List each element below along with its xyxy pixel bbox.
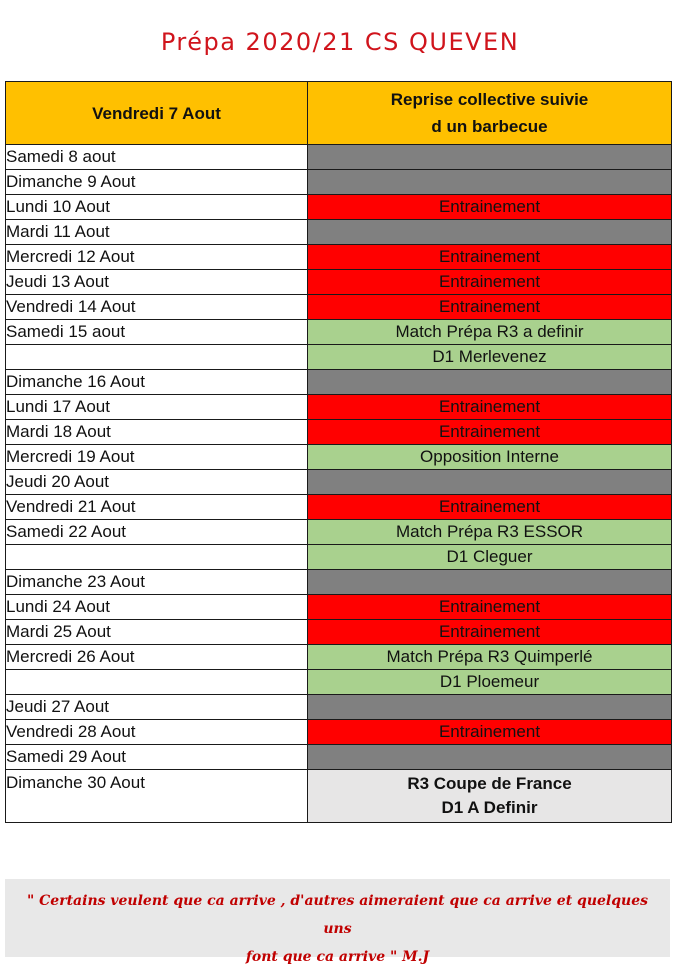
quote-box xyxy=(5,879,670,965)
row-activity-training: Entrainement xyxy=(308,395,672,420)
row-activity-match: Opposition Interne xyxy=(308,445,672,470)
final-activity-line2: D1 A Definir xyxy=(441,798,538,817)
row-activity-rest xyxy=(308,170,672,195)
row-activity-match: Match Prépa R3 Quimperlé xyxy=(308,645,672,670)
final-activity-line1: R3 Coupe de France xyxy=(407,774,572,793)
quote-line2: font que ca arrive " M.J xyxy=(245,949,430,965)
row-activity-training: Entrainement xyxy=(308,495,672,520)
row-activity-match: D1 Merlevenez xyxy=(308,345,672,370)
row-activity-rest xyxy=(308,570,672,595)
row-day: Jeudi 27 Aout xyxy=(6,695,308,720)
schedule-row xyxy=(6,170,672,195)
row-day: Dimanche 23 Aout xyxy=(6,570,308,595)
quote-line1: " Certains veulent que ca arrive , d'autres aimeraient que ca arrive et quelques uns xyxy=(27,893,648,937)
row-day: Mardi 11 Aout xyxy=(6,220,308,245)
row-activity-match: Match Prépa R3 a definir xyxy=(308,320,672,345)
schedule-row xyxy=(6,420,672,445)
schedule-row xyxy=(6,545,672,570)
schedule-row xyxy=(6,395,672,420)
row-day: Dimanche 9 Aout xyxy=(6,170,308,195)
row-activity-training: Entrainement xyxy=(308,195,672,220)
row-activity-training: Entrainement xyxy=(308,620,672,645)
row-activity-match: D1 Cleguer xyxy=(308,545,672,570)
schedule-row xyxy=(6,470,672,495)
quote-text xyxy=(15,887,660,971)
row-day: Dimanche 30 Aout xyxy=(6,770,308,823)
schedule-body xyxy=(6,82,672,823)
schedule-row-final xyxy=(6,770,672,823)
row-day xyxy=(6,670,308,695)
row-activity-training: Entrainement xyxy=(308,595,672,620)
schedule-row xyxy=(6,520,672,545)
row-day: Samedi 22 Aout xyxy=(6,520,308,545)
schedule-row xyxy=(6,320,672,345)
row-activity-match: Match Prépa R3 ESSOR xyxy=(308,520,672,545)
schedule-row xyxy=(6,220,672,245)
row-day: Mardi 25 Aout xyxy=(6,620,308,645)
row-day: Mercredi 26 Aout xyxy=(6,645,308,670)
schedule-row xyxy=(6,670,672,695)
row-day xyxy=(6,545,308,570)
schedule-row xyxy=(6,345,672,370)
schedule-row xyxy=(6,720,672,745)
schedule-row xyxy=(6,295,672,320)
row-day: Mercredi 19 Aout xyxy=(6,445,308,470)
schedule-row xyxy=(6,245,672,270)
row-activity-training: Entrainement xyxy=(308,270,672,295)
row-day: Dimanche 16 Aout xyxy=(6,370,308,395)
row-day: Lundi 10 Aout xyxy=(6,195,308,220)
row-activity-training: Entrainement xyxy=(308,295,672,320)
page-title: Prépa 2020/21 CS QUEVEN xyxy=(160,28,520,56)
row-day: Mercredi 12 Aout xyxy=(6,245,308,270)
row-day: Jeudi 20 Aout xyxy=(6,470,308,495)
row-activity-training: Entrainement xyxy=(308,245,672,270)
schedule-row xyxy=(6,620,672,645)
schedule-row xyxy=(6,270,672,295)
row-activity-rest xyxy=(308,370,672,395)
row-day: Samedi 8 aout xyxy=(6,145,308,170)
schedule-row xyxy=(6,145,672,170)
header-activity xyxy=(308,82,672,145)
schedule-row xyxy=(6,595,672,620)
row-activity-training: Entrainement xyxy=(308,420,672,445)
schedule-row xyxy=(6,370,672,395)
row-day: Vendredi 28 Aout xyxy=(6,720,308,745)
row-day: Vendredi 21 Aout xyxy=(6,495,308,520)
row-day: Jeudi 13 Aout xyxy=(6,270,308,295)
row-day: Vendredi 14 Aout xyxy=(6,295,308,320)
header-day: Vendredi 7 Aout xyxy=(6,82,308,145)
schedule-row xyxy=(6,645,672,670)
row-day: Samedi 29 Aout xyxy=(6,745,308,770)
row-activity-final xyxy=(308,770,672,823)
row-day: Lundi 24 Aout xyxy=(6,595,308,620)
header-activity-line2: d un barbecue xyxy=(431,117,548,136)
row-activity-rest xyxy=(308,145,672,170)
header-row xyxy=(6,82,672,145)
row-day: Mardi 18 Aout xyxy=(6,420,308,445)
schedule-row xyxy=(6,495,672,520)
schedule-row xyxy=(6,195,672,220)
header-activity-line1: Reprise collective suivie xyxy=(390,90,589,109)
schedule-row xyxy=(6,570,672,595)
schedule-row xyxy=(6,445,672,470)
row-activity-match: D1 Ploemeur xyxy=(308,670,672,695)
row-activity-rest xyxy=(308,695,672,720)
row-activity-rest xyxy=(308,745,672,770)
schedule-row xyxy=(6,745,672,770)
schedule-row xyxy=(6,695,672,720)
row-day: Samedi 15 aout xyxy=(6,320,308,345)
schedule-table xyxy=(5,81,672,823)
row-activity-training: Entrainement xyxy=(308,720,672,745)
row-day: Lundi 17 Aout xyxy=(6,395,308,420)
row-activity-rest xyxy=(308,220,672,245)
row-day xyxy=(6,345,308,370)
row-activity-rest xyxy=(308,470,672,495)
